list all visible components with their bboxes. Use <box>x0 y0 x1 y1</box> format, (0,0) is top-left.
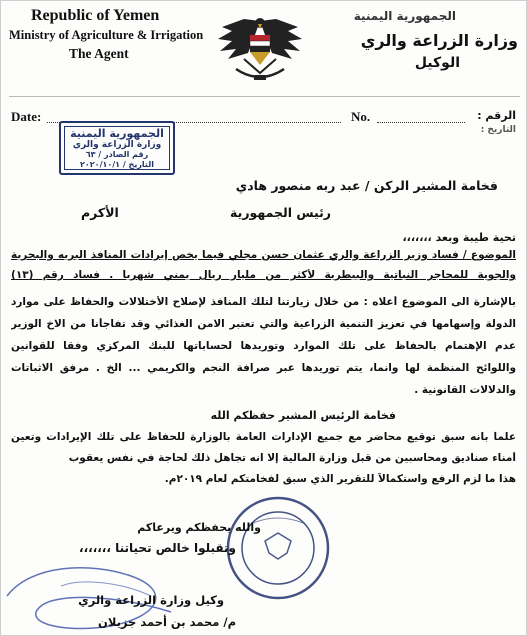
closing-line-2: وتقبلوا خالص تحياتنا ،،،،،،، <box>79 541 236 555</box>
signature-name: م/ محمد بن أحمد جزيلان <box>98 615 236 629</box>
body-p2-line-2: أمناء صناديق ومحاسبين من قبل وزارة المالية إلا انه تجاهل ذلك لحاجة في نفس يعقوب <box>68 452 516 464</box>
stamp-country: الجمهورية اليمنية <box>70 127 164 140</box>
closing-line-1: والله يحفظكم ويرعاكم <box>137 521 261 534</box>
header-ar-agent: الوكيل <box>414 55 460 71</box>
date-label-en: Date: <box>11 109 42 124</box>
header-ar-ministry: وزارة الزراعة والري <box>360 31 518 50</box>
addressee-line: فخامة المشير الركن / عبد ربه منصور هادي <box>235 178 498 193</box>
ministry-seal-icon <box>223 493 333 603</box>
registry-stamp <box>59 121 175 175</box>
body-p2-line-1: علماً بانه سبق توقيع محاضر مع جميع الإدارات العامة بالوزارة للحفاظ على تلك الإيرادات وتعين <box>11 431 516 443</box>
header-en-country: Republic of Yemen <box>31 7 160 24</box>
body-p1-line-5: والدلالات القانونية . <box>414 384 516 396</box>
stamp-ministry: وزارة الزراعة والري <box>72 140 162 150</box>
addressee-title: رئيس الجمهورية <box>230 205 331 220</box>
header-en-ministry: Ministry of Agriculture & Irrigation <box>9 28 204 42</box>
header-rule <box>9 96 520 97</box>
subject-line-2: والجوية للمحاجر النباتية والبيطرية لأكثر من مليار ريال يمني شهرياً . فساد رقم (١٣) <box>11 269 516 281</box>
number-dots <box>377 122 465 123</box>
body-p1-line-2: الدولة وإسهامها في تعزيز التنمية الزراعية والتي تعتبر الامن الغذائي وقد تفاجأنا من الاخ الوزير <box>11 318 516 330</box>
number-label-ar: الرقم : <box>477 109 516 122</box>
body-p1-line-3: عدم الإهتمام بالحفاظ على تلك الموارد وتوريدها لحساباتها للبنك المركزي وفقاً للقوانين <box>11 340 516 352</box>
stamp-number: رقم الصادر / ٦٣ <box>85 150 149 159</box>
addressee-honorific: الأكرم <box>81 205 119 220</box>
number-label-en: No. <box>351 109 371 124</box>
subject-line-1: الموضوع / فساد وزير الزراعة والري عثمان حسن مجلي فيما يخص إيرادات المنافذ البريه والبحرية <box>11 249 516 261</box>
stamp-date: التاريخ / ٢٠٢٠/١٠/١ <box>80 160 154 169</box>
signature-title: وكيل وزارة الزراعة والري <box>78 593 224 607</box>
second-salutation: فخامة الرئيس المشير حفظكم الله <box>210 409 396 422</box>
date-dots-right <box>171 122 341 123</box>
greeting: تحية طيبة وبعد ،،،،،،، <box>402 231 516 244</box>
body-p1-line-1: بالإشارة الى الموضوع أعلاه : من خلال زيارتنا لتلك المنافذ لإصلاح الأختلالات والحفاظ على موارد <box>11 296 516 308</box>
yemen-emblem-icon <box>214 13 306 91</box>
header-en-agent: The Agent <box>69 46 129 61</box>
body-p2-line-3: هذا ما لزم الرفع واستكمالاً للتقرير الذي سبق لفخامتكم لعام ٢٠١٩م. <box>164 473 516 485</box>
date-label-ar: التاريخ : <box>480 125 516 135</box>
header-ar-country: الجمهورية اليمنية <box>353 9 456 23</box>
body-p1-line-4: واللوائح المنظمة لها وانما، يتم توريدها عبر صرافة النجم والكريمي ... الخ . مرفق الاثباتات <box>11 362 516 374</box>
